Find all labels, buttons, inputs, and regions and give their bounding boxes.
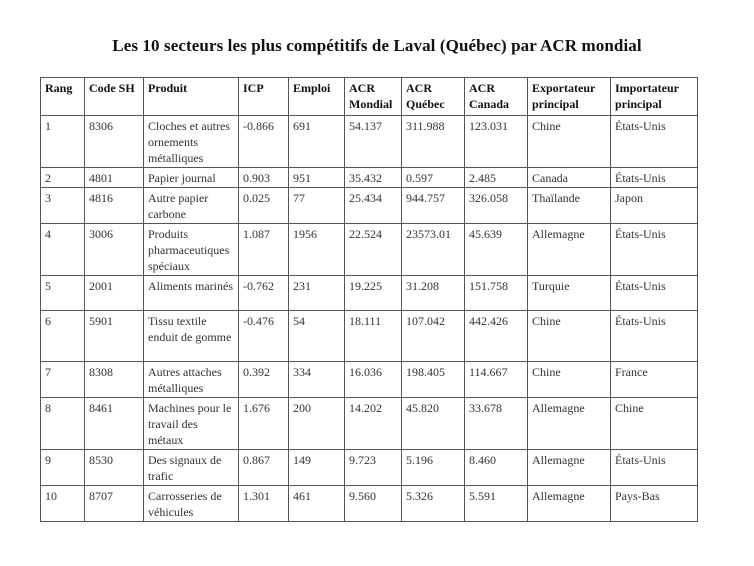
header-emploi: Emploi — [289, 78, 345, 116]
cell-rang: 6 — [41, 311, 85, 362]
cell-produit: Carrosseries de véhicules — [144, 486, 239, 522]
cell-produit: Papier journal — [144, 168, 239, 188]
cell-acr-canada: 114.667 — [465, 362, 528, 398]
header-acr-mondial: ACR Mondial — [345, 78, 402, 116]
cell-acr-canada: 5.591 — [465, 486, 528, 522]
cell-code-sh: 2001 — [85, 276, 144, 311]
header-rang: Rang — [41, 78, 85, 116]
cell-icp: 0.392 — [239, 362, 289, 398]
cell-emploi: 1956 — [289, 224, 345, 276]
cell-rang: 4 — [41, 224, 85, 276]
header-acr-canada: ACR Canada — [465, 78, 528, 116]
cell-emploi: 231 — [289, 276, 345, 311]
cell-icp: 1.301 — [239, 486, 289, 522]
cell-rang: 10 — [41, 486, 85, 522]
header-icp: ICP — [239, 78, 289, 116]
cell-acr-quebec: 107.042 — [402, 311, 465, 362]
cell-produit: Autres attaches métalliques — [144, 362, 239, 398]
table-row — [41, 168, 698, 188]
cell-acr-quebec: 5.326 — [402, 486, 465, 522]
cell-icp: 1.676 — [239, 398, 289, 450]
cell-acr-canada: 33.678 — [465, 398, 528, 450]
cell-importateur: États-Unis — [611, 311, 698, 362]
cell-code-sh: 8530 — [85, 450, 144, 486]
cell-code-sh: 3006 — [85, 224, 144, 276]
table-row — [41, 450, 698, 486]
cell-emploi: 334 — [289, 362, 345, 398]
cell-rang: 2 — [41, 168, 85, 188]
cell-acr-mondial: 9.560 — [345, 486, 402, 522]
cell-emploi: 54 — [289, 311, 345, 362]
table-row — [41, 311, 698, 362]
table-row — [41, 188, 698, 224]
cell-acr-mondial: 22.524 — [345, 224, 402, 276]
cell-importateur: États-Unis — [611, 276, 698, 311]
cell-emploi: 461 — [289, 486, 345, 522]
cell-acr-mondial: 16.036 — [345, 362, 402, 398]
cell-exportateur: Chine — [528, 311, 611, 362]
cell-emploi: 691 — [289, 116, 345, 168]
cell-importateur: Japon — [611, 188, 698, 224]
cell-rang: 9 — [41, 450, 85, 486]
cell-exportateur: Allemagne — [528, 224, 611, 276]
cell-acr-mondial: 19.225 — [345, 276, 402, 311]
cell-acr-canada: 151.758 — [465, 276, 528, 311]
header-code-sh: Code SH — [85, 78, 144, 116]
cell-importateur: États-Unis — [611, 450, 698, 486]
cell-acr-mondial: 18.111 — [345, 311, 402, 362]
table-row — [41, 486, 698, 522]
cell-acr-mondial: 54.137 — [345, 116, 402, 168]
cell-code-sh: 8308 — [85, 362, 144, 398]
cell-emploi: 200 — [289, 398, 345, 450]
cell-acr-mondial: 35.432 — [345, 168, 402, 188]
cell-produit: Machines pour le travail des métaux — [144, 398, 239, 450]
table-row — [41, 362, 698, 398]
cell-acr-canada: 123.031 — [465, 116, 528, 168]
table-row — [41, 116, 698, 168]
cell-rang: 7 — [41, 362, 85, 398]
cell-acr-canada: 8.460 — [465, 450, 528, 486]
cell-emploi: 951 — [289, 168, 345, 188]
sectors-table — [40, 77, 698, 522]
cell-rang: 1 — [41, 116, 85, 168]
cell-acr-quebec: 944.757 — [402, 188, 465, 224]
cell-acr-mondial: 25.434 — [345, 188, 402, 224]
cell-acr-canada: 2.485 — [465, 168, 528, 188]
cell-produit: Des signaux de trafic — [144, 450, 239, 486]
cell-importateur: États-Unis — [611, 116, 698, 168]
cell-code-sh: 4801 — [85, 168, 144, 188]
cell-importateur: Pays-Bas — [611, 486, 698, 522]
cell-exportateur: Allemagne — [528, 486, 611, 522]
cell-importateur: États-Unis — [611, 168, 698, 188]
header-importateur: Importateur principal — [611, 78, 698, 116]
cell-icp: 1.087 — [239, 224, 289, 276]
cell-rang: 3 — [41, 188, 85, 224]
table-row — [41, 398, 698, 450]
cell-produit: Aliments marinés — [144, 276, 239, 311]
cell-importateur: France — [611, 362, 698, 398]
header-exportateur: Exportateur principal — [528, 78, 611, 116]
cell-acr-quebec: 311.988 — [402, 116, 465, 168]
cell-code-sh: 8461 — [85, 398, 144, 450]
header-row — [41, 78, 698, 116]
cell-icp: 0.867 — [239, 450, 289, 486]
cell-acr-quebec: 31.208 — [402, 276, 465, 311]
header-acr-quebec: ACR Québec — [402, 78, 465, 116]
cell-rang: 8 — [41, 398, 85, 450]
cell-acr-quebec: 5.196 — [402, 450, 465, 486]
cell-icp: 0.903 — [239, 168, 289, 188]
cell-icp: -0.476 — [239, 311, 289, 362]
cell-produit: Produits pharmaceutiques spéciaux — [144, 224, 239, 276]
cell-acr-quebec: 23573.01 — [402, 224, 465, 276]
cell-emploi: 77 — [289, 188, 345, 224]
cell-exportateur: Thaïlande — [528, 188, 611, 224]
cell-exportateur: Turquie — [528, 276, 611, 311]
cell-acr-quebec: 198.405 — [402, 362, 465, 398]
cell-exportateur: Allemagne — [528, 450, 611, 486]
cell-icp: -0.866 — [239, 116, 289, 168]
cell-produit: Cloches et autres ornements métalliques — [144, 116, 239, 168]
cell-emploi: 149 — [289, 450, 345, 486]
cell-acr-quebec: 45.820 — [402, 398, 465, 450]
table-row — [41, 276, 698, 311]
table-row — [41, 224, 698, 276]
cell-acr-canada: 45.639 — [465, 224, 528, 276]
cell-code-sh: 8306 — [85, 116, 144, 168]
cell-icp: 0.025 — [239, 188, 289, 224]
cell-acr-mondial: 14.202 — [345, 398, 402, 450]
header-produit: Produit — [144, 78, 239, 116]
cell-exportateur: Canada — [528, 168, 611, 188]
document-title: Les 10 secteurs les plus compétitifs de Laval (Québec) par ACR mondial — [112, 36, 642, 55]
cell-acr-canada: 326.058 — [465, 188, 528, 224]
cell-exportateur: Allemagne — [528, 398, 611, 450]
cell-importateur: Chine — [611, 398, 698, 450]
cell-produit: Tissu textile enduit de gomme — [144, 311, 239, 362]
cell-code-sh: 8707 — [85, 486, 144, 522]
cell-acr-mondial: 9.723 — [345, 450, 402, 486]
cell-exportateur: Chine — [528, 116, 611, 168]
cell-acr-canada: 442.426 — [465, 311, 528, 362]
cell-importateur: États-Unis — [611, 224, 698, 276]
cell-acr-quebec: 0.597 — [402, 168, 465, 188]
cell-code-sh: 5901 — [85, 311, 144, 362]
cell-exportateur: Chine — [528, 362, 611, 398]
cell-code-sh: 4816 — [85, 188, 144, 224]
cell-rang: 5 — [41, 276, 85, 311]
cell-icp: -0.762 — [239, 276, 289, 311]
cell-produit: Autre papier carbone — [144, 188, 239, 224]
